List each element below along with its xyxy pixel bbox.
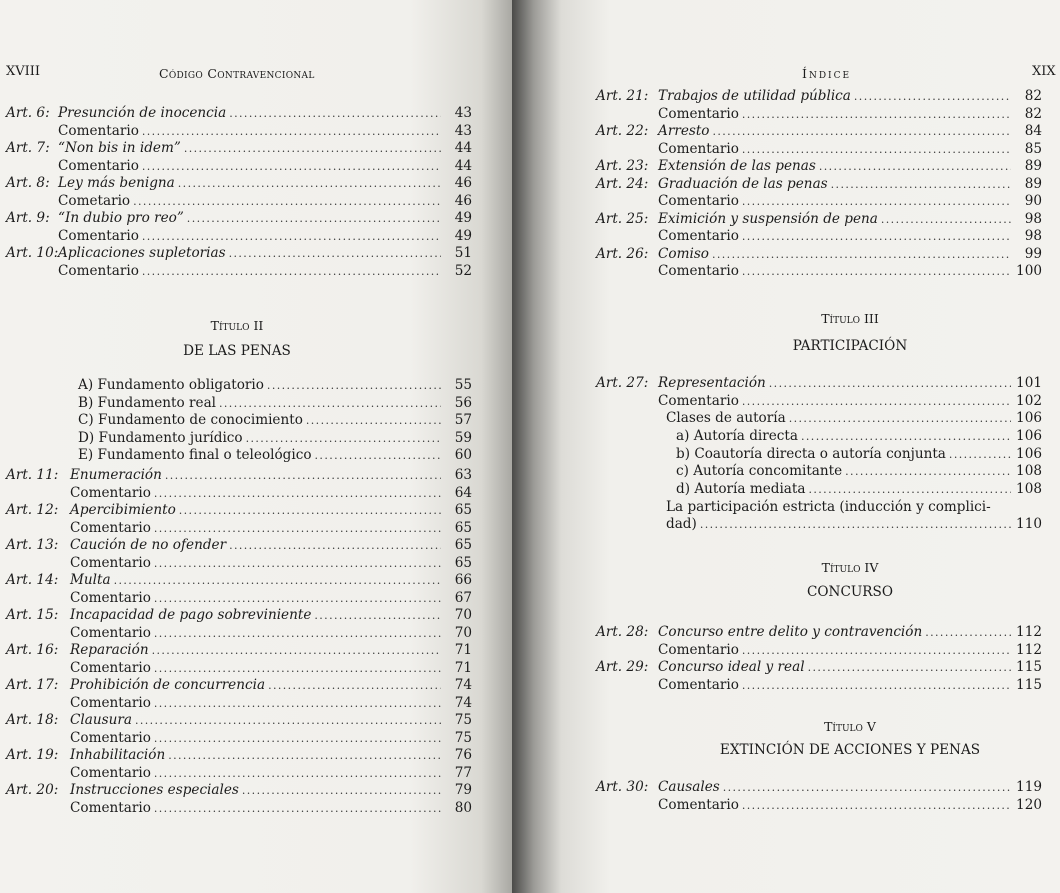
page-number: 74 xyxy=(454,677,472,693)
page-number: 44 xyxy=(454,157,472,174)
page-number: 63 xyxy=(454,467,472,483)
page-number: 112 xyxy=(1016,624,1042,640)
toc-comment-entry xyxy=(6,695,472,713)
leader-dots xyxy=(801,428,1011,446)
article-number: Art. 18: xyxy=(6,712,59,728)
toc-block-right-b xyxy=(596,375,1042,410)
left-folio: XVIII xyxy=(6,64,41,79)
page-number: 85 xyxy=(1024,140,1042,157)
entry-title: “Non bis in idem” xyxy=(58,140,181,156)
toc-entry xyxy=(596,659,1042,677)
toc-entry xyxy=(596,375,1042,393)
leader-dots xyxy=(154,660,441,678)
page-number: 115 xyxy=(1016,676,1042,693)
toc-entry xyxy=(6,502,472,520)
page-number: 106 xyxy=(1016,410,1042,426)
toc-comment-entry xyxy=(676,428,1042,446)
page-number: 67 xyxy=(454,589,472,606)
toc-comment-entry xyxy=(596,228,1042,246)
article-number: Art. 8: xyxy=(6,175,50,191)
toc-comment-entry xyxy=(676,463,1042,481)
page-number: 74 xyxy=(454,694,472,711)
entry-title: Comentario xyxy=(658,140,739,157)
leader-dots xyxy=(742,141,1011,159)
entry-title: Concurso ideal y real xyxy=(658,659,805,675)
toc-entry xyxy=(6,467,472,485)
toc-comment-entry xyxy=(78,430,472,448)
leader-dots xyxy=(168,747,441,765)
entry-title: Causales xyxy=(658,779,720,795)
toc-comment-entry xyxy=(6,158,472,176)
leader-dots xyxy=(267,377,441,395)
toc-entry xyxy=(6,210,472,228)
page-number: 65 xyxy=(454,502,472,518)
toc-comment-entry xyxy=(78,377,472,395)
entry-title: Comentario xyxy=(70,519,151,536)
toc-comment-entry xyxy=(6,730,472,748)
leader-dots xyxy=(154,765,441,783)
page-number: 56 xyxy=(454,394,472,411)
page-number: 65 xyxy=(454,537,472,553)
leader-dots xyxy=(315,447,441,465)
toc-entry xyxy=(6,747,472,765)
article-number: Art. 24: xyxy=(596,175,649,192)
leader-dots xyxy=(142,228,441,246)
leader-dots xyxy=(881,211,1011,229)
article-number: Art. 6: xyxy=(6,105,50,121)
entry-title: c) Autoría concomitante xyxy=(676,463,843,479)
toc-entry xyxy=(596,246,1042,264)
entry-title: Comentario xyxy=(70,589,151,606)
leader-dots xyxy=(854,88,1011,106)
toc-comment-entry xyxy=(596,141,1042,159)
toc-comment-entry xyxy=(6,520,472,538)
leader-dots xyxy=(142,158,441,176)
page-number: 98 xyxy=(1024,228,1042,244)
page-number: 75 xyxy=(454,712,472,728)
page-number: 55 xyxy=(454,377,472,393)
toc-comment-entry xyxy=(596,677,1042,695)
leader-dots xyxy=(229,245,441,263)
article-number: Art. 20: xyxy=(6,782,59,798)
page-number: 115 xyxy=(1016,659,1042,675)
entry-title: Comentario xyxy=(70,554,151,571)
page-number: 66 xyxy=(454,572,472,588)
page-number: 99 xyxy=(1024,245,1042,262)
entry-title: C) Fundamento de conocimiento xyxy=(78,412,303,428)
page-number: 57 xyxy=(454,412,472,428)
leader-dots xyxy=(142,263,441,281)
right-page xyxy=(512,0,1060,893)
entry-title: E) Fundamento final o teleológico xyxy=(78,447,312,463)
leader-dots xyxy=(314,607,441,625)
page-number: 79 xyxy=(454,782,472,798)
page-number: 120 xyxy=(1016,796,1042,813)
toc-autoria-heading xyxy=(666,410,1042,428)
leader-dots xyxy=(712,246,1011,264)
leader-dots xyxy=(133,193,441,211)
page-number: 84 xyxy=(1024,123,1042,139)
article-number: Art. 7: xyxy=(6,140,50,156)
entry-title: Comentario xyxy=(658,263,739,279)
leader-dots xyxy=(219,395,441,413)
toc-entry xyxy=(6,642,472,660)
participacion-page: 110 xyxy=(1016,516,1042,532)
toc-block-left-b xyxy=(6,467,472,817)
article-number: Art. 10: xyxy=(6,245,59,261)
leader-dots xyxy=(154,800,441,818)
entry-title: Apercibimiento xyxy=(70,502,176,518)
entry-title: Aplicaciones supletorias xyxy=(58,245,226,261)
leader-dots xyxy=(242,782,441,800)
article-number: Art. 15: xyxy=(6,607,59,623)
page-number: 46 xyxy=(454,192,472,209)
page-number: 82 xyxy=(1024,105,1042,122)
toc-block-right-d xyxy=(596,779,1042,814)
article-number: Art. 13: xyxy=(6,537,59,553)
leader-dots xyxy=(154,730,441,748)
leader-dots xyxy=(808,659,1011,677)
entry-title: Inhabilitación xyxy=(70,747,166,763)
article-number: Art. 12: xyxy=(6,502,59,518)
toc-entry xyxy=(596,211,1042,229)
leader-dots xyxy=(306,412,441,430)
entry-title: Comentario xyxy=(70,764,151,781)
page-number: 76 xyxy=(454,747,472,763)
right-running-head: Índice xyxy=(802,66,852,81)
entry-title: Comentario xyxy=(58,262,139,279)
leader-dots xyxy=(187,210,441,228)
toc-comment-entry xyxy=(6,660,472,678)
page-number: 44 xyxy=(454,140,472,156)
page-number: 65 xyxy=(454,554,472,571)
page-number: 119 xyxy=(1016,779,1042,795)
leader-dots xyxy=(178,175,441,193)
page-number: 106 xyxy=(1016,445,1042,462)
toc-block-right-a xyxy=(596,88,1042,281)
entry-title: B) Fundamento real xyxy=(78,394,217,411)
entry-title: Presunción de inocencia xyxy=(58,105,227,121)
entry-title: Comentario xyxy=(70,799,151,816)
entry-title: Comiso xyxy=(658,245,709,262)
page-number: 52 xyxy=(454,262,472,279)
entry-title: Incapacidad de pago sobreviniente xyxy=(70,607,312,623)
entry-title: Comentario xyxy=(658,676,739,693)
entry-title: Ley más benigna xyxy=(58,175,175,191)
toc-comment-entry xyxy=(676,481,1042,499)
article-number: Art. 30: xyxy=(596,779,649,795)
leader-dots xyxy=(229,537,441,555)
toc-entry xyxy=(596,624,1042,642)
entry-title: Clases de autoría xyxy=(666,410,786,426)
leader-dots xyxy=(179,502,441,520)
toc-comment-entry xyxy=(6,765,472,783)
toc-comment-entry xyxy=(596,642,1042,660)
toc-comment-entry xyxy=(596,193,1042,211)
toc-comment-entry xyxy=(78,412,472,430)
entry-title: Caución de no ofender xyxy=(70,537,227,553)
leader-dots xyxy=(712,123,1011,141)
page-number: 43 xyxy=(454,105,472,121)
article-number: Art. 26: xyxy=(596,245,649,262)
toc-autoria-list xyxy=(676,428,1042,498)
entry-title: Eximición y suspensión de pena xyxy=(658,210,878,227)
leader-dots xyxy=(154,555,441,573)
page-number: 101 xyxy=(1016,375,1042,391)
participacion-line1: La participación estricta (inducción y complici- xyxy=(666,499,991,515)
titulo-iv-label: Título IV xyxy=(821,560,879,575)
left-running-head: Código Contravencional xyxy=(159,66,315,81)
entry-title: Comentario xyxy=(70,729,151,746)
toc-comment-entry xyxy=(78,395,472,413)
article-number: Art. 19: xyxy=(6,747,59,763)
toc-comment-entry xyxy=(596,106,1042,124)
entry-title: Reparación xyxy=(70,642,149,658)
toc-block-right-c xyxy=(596,624,1042,694)
toc-entry xyxy=(596,779,1042,797)
page-number: 49 xyxy=(454,227,472,244)
page-number: 112 xyxy=(1016,641,1042,658)
leader-dots xyxy=(831,176,1011,194)
leader-dots xyxy=(769,375,1011,393)
entry-title: Comentario xyxy=(70,694,151,711)
titulo-v-name: EXTINCIÓN DE ACCIONES Y PENAS xyxy=(719,742,981,758)
toc-comment-entry xyxy=(6,123,472,141)
leader-dots xyxy=(742,228,1011,246)
page-number: 71 xyxy=(454,642,472,658)
page-number: 64 xyxy=(454,484,472,501)
page-number: 49 xyxy=(454,210,472,226)
titulo-v-label: Título V xyxy=(824,719,876,734)
entry-title: Comentario xyxy=(658,641,739,658)
entry-title: Clausura xyxy=(70,712,132,728)
page-number: 98 xyxy=(1024,210,1042,227)
page-number: 51 xyxy=(454,245,472,261)
article-number: Art. 23: xyxy=(596,158,649,174)
entry-title: Comentario xyxy=(58,122,139,139)
entry-title: Comentario xyxy=(58,157,139,174)
toc-entry xyxy=(6,677,472,695)
page-number: 100 xyxy=(1016,263,1042,279)
toc-entry xyxy=(6,537,472,555)
leader-dots xyxy=(154,590,441,608)
leader-dots xyxy=(742,797,1011,815)
toc-comment-entry xyxy=(6,625,472,643)
titulo-iv-name: CONCURSO xyxy=(807,584,893,600)
page-number: 89 xyxy=(1024,158,1042,174)
entry-title: Extensión de las penas xyxy=(658,158,816,174)
article-number: Art. 22: xyxy=(596,123,649,139)
entry-title: Comentario xyxy=(70,624,151,641)
page-number: 75 xyxy=(454,729,472,746)
page-number: 70 xyxy=(454,607,472,623)
leader-dots xyxy=(246,430,441,448)
article-number: Art. 17: xyxy=(6,677,59,693)
page-number: 46 xyxy=(454,175,472,191)
page-number: 80 xyxy=(454,799,472,816)
toc-entry xyxy=(6,105,472,123)
article-number: Art. 16: xyxy=(6,642,59,658)
article-number: Art. 29: xyxy=(596,659,649,675)
entry-title: Concurso entre delito y contravención xyxy=(658,624,923,640)
toc-comment-entry xyxy=(6,800,472,818)
entry-title: Cometario xyxy=(58,192,131,209)
page-number: 90 xyxy=(1024,193,1042,209)
entry-title: “In dubio pro reo” xyxy=(58,210,184,226)
leader-dots xyxy=(925,624,1011,642)
page-number: 71 xyxy=(454,659,472,676)
entry-title: Comentario xyxy=(658,228,739,244)
autoria-heading-row xyxy=(666,410,1042,428)
entry-title: b) Coautoría directa o autoría conjunta xyxy=(676,445,946,462)
entry-title: Enumeración xyxy=(70,467,162,483)
leader-dots xyxy=(114,572,441,590)
toc-entry xyxy=(6,712,472,730)
toc-entry xyxy=(596,88,1042,106)
entry-title: Comentario xyxy=(58,227,139,244)
leader-dots xyxy=(154,520,441,538)
article-number: Art. 11: xyxy=(6,467,59,483)
leader-dots xyxy=(154,695,441,713)
page-number: 89 xyxy=(1024,175,1042,192)
toc-comment-entry xyxy=(6,263,472,281)
toc-entry xyxy=(6,245,472,263)
entry-title: Comentario xyxy=(70,659,151,676)
entry-title: Instrucciones especiales xyxy=(70,782,239,798)
toc-entry xyxy=(596,158,1042,176)
entry-title: Graduación de las penas xyxy=(658,175,828,192)
article-number: Art. 9: xyxy=(6,210,50,226)
article-number: Art. 27: xyxy=(596,375,649,391)
titulo-ii-name: DE LAS PENAS xyxy=(183,343,291,359)
entry-title: Comentario xyxy=(658,193,739,209)
participacion-line2-row xyxy=(666,516,1042,534)
toc-comment-entry xyxy=(596,263,1042,281)
toc-block-left-a xyxy=(6,105,472,280)
leader-dots xyxy=(819,158,1011,176)
participacion-entry xyxy=(666,499,1042,534)
leader-dots xyxy=(723,779,1011,797)
leader-dots xyxy=(152,642,441,660)
entry-title: Prohibición de concurrencia xyxy=(70,677,266,693)
leader-dots xyxy=(789,410,1011,428)
entry-title: Comentario xyxy=(658,105,739,122)
entry-title: Arresto xyxy=(658,123,710,139)
page-number: 65 xyxy=(454,519,472,536)
entry-title: Comentario xyxy=(658,796,739,813)
page-number: 60 xyxy=(454,447,472,463)
leader-dots xyxy=(808,481,1011,499)
entry-title: d) Autoría mediata xyxy=(676,480,806,497)
leader-dots xyxy=(949,446,1011,464)
leader-dots xyxy=(229,105,441,123)
toc-entry xyxy=(596,176,1042,194)
toc-comment-entry xyxy=(6,555,472,573)
toc-comment-entry xyxy=(6,228,472,246)
toc-comment-entry xyxy=(596,797,1042,815)
leader-dots xyxy=(742,642,1011,660)
toc-entry xyxy=(6,175,472,193)
page-number: 106 xyxy=(1016,428,1042,444)
entry-title: Multa xyxy=(70,572,111,588)
article-number: Art. 21: xyxy=(596,88,649,104)
leader-dots xyxy=(700,516,1011,534)
toc-entry xyxy=(6,140,472,158)
leader-dots xyxy=(268,677,441,695)
leader-dots xyxy=(135,712,441,730)
entry-title: Comentario xyxy=(658,392,739,409)
leader-dots xyxy=(742,106,1011,124)
toc-comment-entry xyxy=(6,485,472,503)
page-number: 43 xyxy=(454,122,472,139)
toc-entry xyxy=(6,572,472,590)
titulo-iii-name: PARTICIPACIÓN xyxy=(792,338,908,354)
toc-block-fundamentos xyxy=(78,377,472,465)
left-page xyxy=(0,0,512,893)
page-number: 102 xyxy=(1016,392,1042,409)
leader-dots xyxy=(165,467,441,485)
page-number: 108 xyxy=(1016,463,1042,479)
leader-dots xyxy=(184,140,441,158)
toc-comment-entry xyxy=(6,193,472,211)
toc-comment-entry xyxy=(6,590,472,608)
toc-entry xyxy=(6,607,472,625)
entry-title: A) Fundamento obligatorio xyxy=(78,377,264,393)
page-number: 108 xyxy=(1016,480,1042,497)
leader-dots xyxy=(142,123,441,141)
article-number: Art. 28: xyxy=(596,624,649,640)
page-number: 70 xyxy=(454,624,472,641)
toc-entry xyxy=(596,123,1042,141)
toc-comment-entry xyxy=(676,446,1042,464)
leader-dots xyxy=(154,625,441,643)
toc-entry xyxy=(6,782,472,800)
entry-title: a) Autoría directa xyxy=(676,428,798,444)
right-folio: XIX xyxy=(1032,64,1056,79)
entry-title: Comentario xyxy=(70,484,151,501)
entry-title: D) Fundamento jurídico xyxy=(78,429,243,446)
article-number: Art. 14: xyxy=(6,572,59,588)
page-number: 59 xyxy=(454,429,472,446)
titulo-iii-label: Título III xyxy=(821,311,879,326)
entry-title: Trabajos de utilidad pública xyxy=(658,88,851,104)
page-number: 82 xyxy=(1024,88,1042,104)
entry-title: Representación xyxy=(658,375,766,391)
toc-comment-entry xyxy=(78,447,472,465)
leader-dots xyxy=(154,485,441,503)
toc-comment-entry xyxy=(596,393,1042,411)
titulo-ii-label: Título II xyxy=(210,318,264,333)
article-number: Art. 25: xyxy=(596,210,649,227)
leader-dots xyxy=(742,263,1011,281)
leader-dots xyxy=(845,463,1011,481)
participacion-line2: dad) xyxy=(666,516,697,532)
page-number: 77 xyxy=(454,764,472,781)
leader-dots xyxy=(742,677,1011,695)
leader-dots xyxy=(742,393,1011,411)
leader-dots xyxy=(742,193,1011,211)
